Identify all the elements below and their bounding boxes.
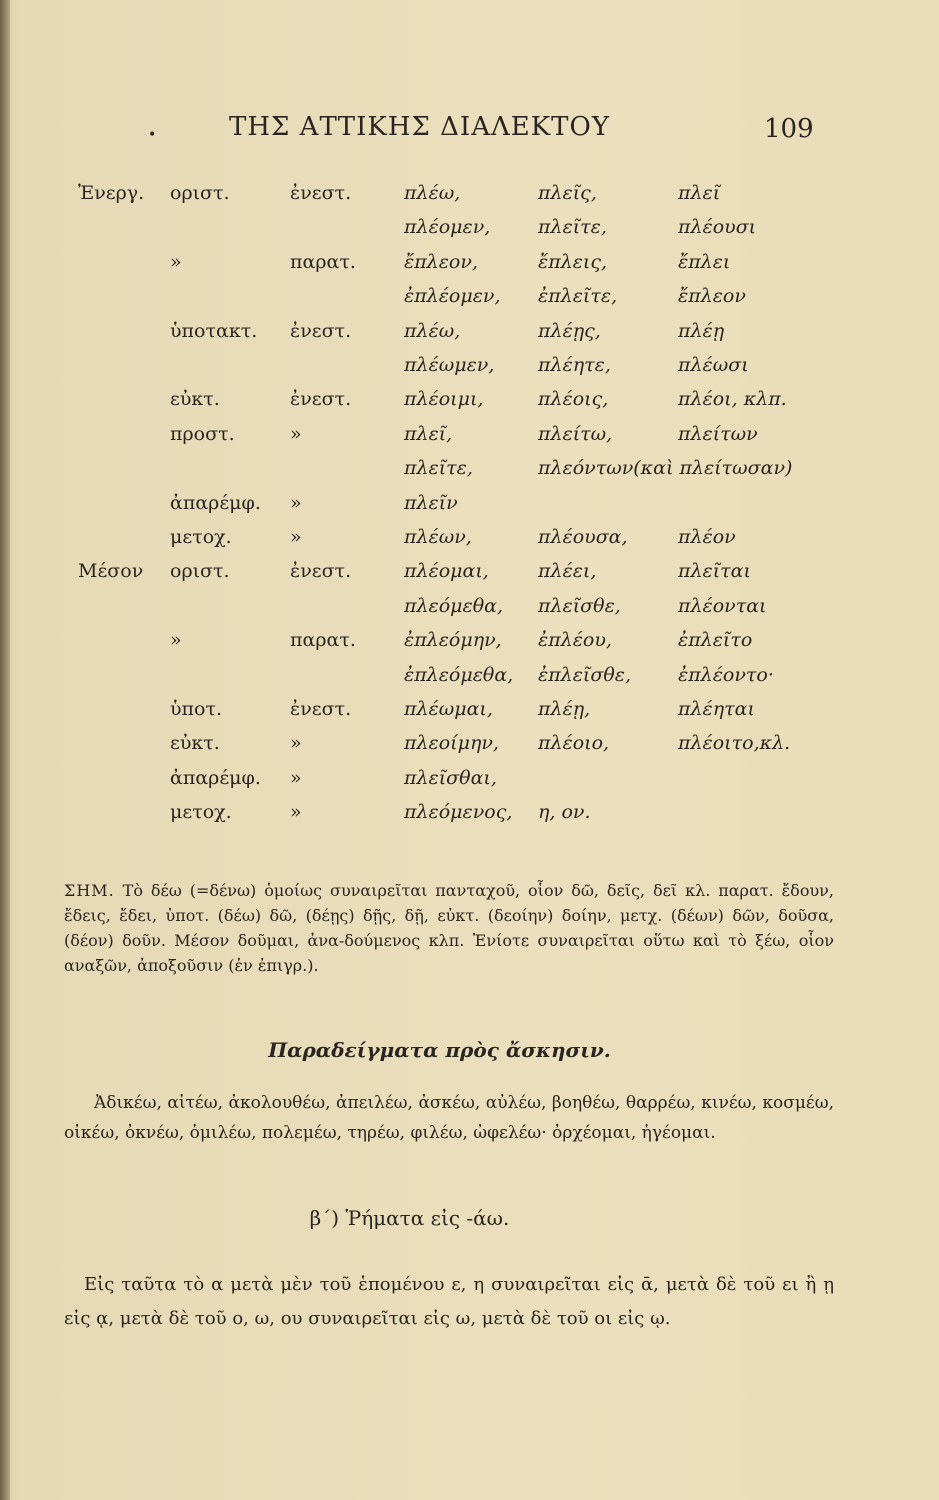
cell-tense: ἐνεστ. [290, 182, 352, 204]
header-title: ΤΗΣ ΑΤΤΙΚΗΣ ΔΙΑΛΕΚΤΟΥ [229, 112, 610, 142]
cell-f3: πλέωσι [678, 354, 749, 376]
cell-tense: » [290, 422, 302, 445]
cell-f2: πλέητε, [538, 354, 611, 376]
cell-f2: πλείτω, [538, 422, 613, 445]
cell-f1: πλέων, [404, 526, 472, 548]
cell-f2: ἔπλεις, [538, 250, 608, 273]
note-text: Τὸ δέω (=δένω) ὁμοίως συναιρεῖται πανταχοῦ, οἷον δῶ, δεῖς, δεῖ κλ. παρατ. ἔδουν, ἔδεις, ἔδει, ὑποτ. (δέω) δῶ, (δέῃς) δῇς, δῇ, εὐκτ. (δεοίην) δοίην, μετχ. (δέων) δῶν, δοῦσα, (δέον) δοῦν. Μέσον δοῦμαι, ἀνα-δούμενος κλπ. Ἐνίοτε συναιρεῖται οὕτω καὶ τὸ ξέω, οἷον αναξῶν, ἀποξοῦσιν (ἐν ἐπιγρ.). [64, 881, 834, 975]
cell-f1: ἐπλέομεν, [404, 285, 501, 308]
cell-f2: ἐπλεῖτε, [538, 285, 618, 308]
cell-mood: » [170, 629, 182, 652]
section-heading [0, 1206, 939, 1230]
conjugation-row [0, 178, 939, 208]
cell-f1: πλέω, [404, 319, 461, 342]
cell-mood: ἀπαρέμφ. [170, 766, 261, 789]
section-title: β΄) Ῥήματα εἰς -άω. [309, 1206, 510, 1230]
cell-mood: ὑποτακτ. [170, 319, 258, 342]
conjugation-row [0, 625, 939, 655]
cell-f2: ἐπλέου, [538, 629, 612, 652]
cell-mood: ὑποτ. [170, 698, 223, 720]
section-paragraph: Εἰς ταῦτα τὸ α μετὰ μὲν τοῦ ἑπομένου ε, η συναιρεῖται εἰς ᾱ, μετὰ δὲ τοῦ ει ἢ ῃ εἰς ᾳ, μετὰ δὲ τοῦ ο, ω, ου συναιρεῖται εἰς ω, μετὰ δὲ τοῦ οι εἰς ῳ. [64, 1274, 834, 1329]
cell-f1: πλεοίμην, [404, 732, 499, 755]
cell-f1: πλέομεν, [404, 216, 491, 239]
conjugation-row [0, 763, 939, 793]
conjugation-row [0, 419, 939, 449]
cell-f3: πλείτων [678, 422, 758, 445]
conjugation-row [0, 316, 939, 346]
conjugation-row [0, 384, 939, 414]
cell-f2: πλέουσα, [538, 526, 628, 548]
cell-f3: ἐπλεῖτο [678, 629, 753, 652]
cell-f3: ἔπλεον [678, 285, 746, 308]
cell-tense: παρατ. [290, 250, 356, 273]
conjugation-row [0, 453, 939, 483]
cell-tense: ἐνεστ. [290, 388, 352, 411]
cell-f3: πλεῖ [678, 182, 721, 204]
conjugation-row [0, 660, 939, 690]
conjugation-row [0, 591, 939, 621]
cell-mood: οριστ. [170, 182, 230, 204]
cell-tense: ἐνεστ. [290, 560, 352, 583]
cell-tense: » [290, 732, 302, 755]
conjugation-row [0, 247, 939, 277]
cell-f3: πλέῃ [678, 319, 725, 342]
cell-f3: πλέον [678, 526, 736, 548]
cell-mood: ἀπαρέμφ. [170, 491, 261, 514]
cell-f1: πλέω, [404, 182, 461, 204]
cell-f3: πλεῖται [678, 560, 751, 583]
cell-f1: πλέωμαι, [404, 698, 493, 720]
cell-tense: » [290, 491, 302, 514]
cell-voice: Μέσον [78, 560, 144, 583]
cell-f2: πλεῖς, [538, 182, 597, 204]
conjugation-row [0, 488, 939, 518]
cell-mood: εὐκτ. [170, 732, 220, 755]
conjugation-row [0, 556, 939, 586]
header-dot: • [148, 127, 157, 143]
cell-tense: ἐνεστ. [290, 319, 352, 342]
cell-tense: » [290, 526, 302, 548]
note-paragraph [64, 878, 834, 978]
cell-f2: πλεῖτε, [538, 216, 607, 239]
conjugation-row [0, 728, 939, 758]
conjugation-row [0, 522, 939, 552]
cell-f1: πλεόμεθα, [404, 594, 504, 617]
cell-f3: ἔπλει [678, 250, 731, 273]
cell-f2: πλεῖσθε, [538, 594, 621, 617]
cell-f2: ἐπλεῖσθε, [538, 663, 632, 686]
page-number: 109 [764, 114, 814, 144]
cell-f2: πλέει, [538, 560, 597, 583]
cell-tense: » [290, 801, 302, 824]
cell-f1: πλέομαι, [404, 560, 489, 583]
cell-f1: πλεῖ, [404, 422, 453, 445]
cell-f1: πλέωμεν, [404, 354, 495, 376]
cell-f1: πλεῖν [404, 491, 458, 514]
cell-f1: πλέοιμι, [404, 388, 484, 411]
cell-mood: προστ. [170, 422, 235, 445]
cell-tense: » [290, 766, 302, 789]
cell-mood: εὐκτ. [170, 388, 220, 411]
cell-f1: ἔπλεον, [404, 250, 478, 273]
exercise-heading [0, 1038, 939, 1062]
cell-f2: πλέῃ, [538, 698, 591, 720]
cell-tense: ἐνεστ. [290, 698, 352, 720]
cell-f3: πλέουσι [678, 216, 757, 239]
conjugation-row [0, 350, 939, 380]
conjugation-row [0, 212, 939, 242]
cell-f3: ἐπλέοντο· [678, 663, 774, 686]
cell-mood: οριστ. [170, 560, 230, 583]
cell-f1: πλεῖτε, [404, 457, 473, 480]
cell-f23: πλεόντων(καὶ πλείτωσαν) [538, 457, 793, 480]
cell-voice: Ἐνεργ. [78, 182, 145, 204]
cell-f3: πλέοι, κλπ. [678, 388, 787, 411]
cell-mood: μετοχ. [170, 801, 232, 824]
note-lead: ΣΗΜ. [64, 881, 115, 900]
cell-f3: πλέηται [678, 698, 755, 720]
exercise-paragraph: Ἀδικέω, αἰτέω, ἀκολουθέω, ἀπειλέω, ἀσκέω, αὐλέω, βοηθέω, θαρρέω, κινέω, κοσμέω, οἰκέω, ὀκνέω, ὁμιλέω, πολεμέω, τηρέω, φιλέω, ὠφελέω· ὀρχέομαι, ἡγέομαι. [64, 1093, 834, 1143]
conjugation-row [0, 797, 939, 827]
exercise-title: Παραδείγματα πρὸς ἄσκησιν. [268, 1038, 611, 1062]
cell-mood: » [170, 250, 182, 273]
cell-f3: πλέοιτο,κλ. [678, 732, 791, 755]
cell-f3: πλέονται [678, 594, 767, 617]
cell-f1: ἐπλεόμεθα, [404, 663, 514, 686]
cell-f1: πλεόμενος, [404, 801, 513, 824]
cell-f2: πλέοις, [538, 388, 609, 411]
cell-f1: ἐπλεόμην, [404, 629, 502, 652]
cell-f2: πλέοιο, [538, 732, 610, 755]
cell-mood: μετοχ. [170, 526, 232, 548]
conjugation-row [0, 281, 939, 311]
cell-f2: η, ον. [538, 801, 591, 824]
conjugation-row [0, 694, 939, 724]
cell-tense: παρατ. [290, 629, 356, 652]
cell-f1: πλεῖσθαι, [404, 766, 497, 789]
cell-f2: πλέῃς, [538, 319, 601, 342]
